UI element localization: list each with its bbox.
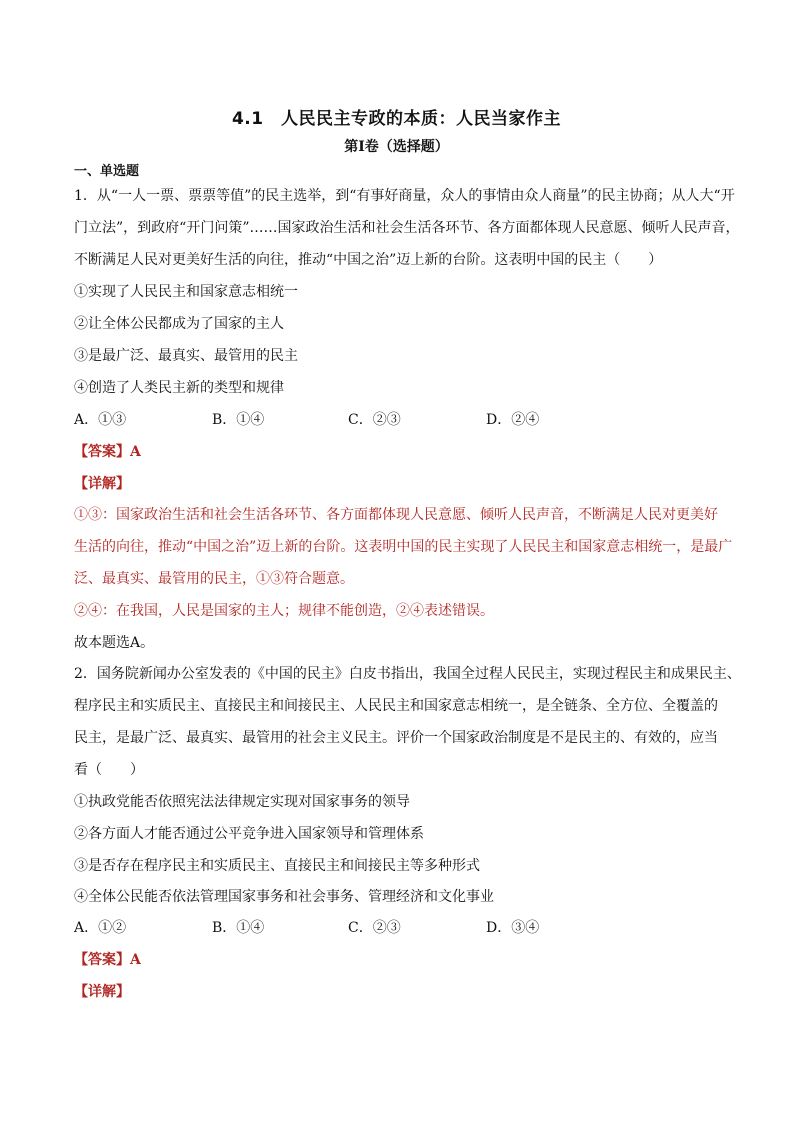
q2-option-a: A．①② — [74, 920, 127, 936]
q2-option-c: C．②③ — [348, 920, 401, 936]
q2-statement: ②各方面人才能否通过公平竞争进入国家领导和管理体系 — [74, 826, 424, 842]
q2-option-d: D．③④ — [486, 920, 540, 936]
q1-stem-line: 不断满足人民对更美好生活的向往，推动“中国之治”迈上新的台阶。这表明中国的民主（ ） — [74, 252, 663, 268]
q1-option-c: C．②③ — [348, 412, 401, 428]
q1-option-a: A．①③ — [74, 412, 127, 428]
q2-statement: ④全体公民能否依法管理国家事务和社会事务、管理经济和文化事业 — [74, 889, 494, 905]
q1-detail-line: ②④：在我国，人民是国家的主人；规律不能创造，②④表述错误。 — [74, 603, 494, 619]
q1-detail-label: 【详解】 — [74, 476, 130, 492]
q2-answer: 【答案】A — [74, 952, 141, 968]
section-heading: 一、单选题 — [74, 164, 140, 179]
q1-option-b: B．①④ — [212, 412, 265, 428]
q1-statement: ①实现了人民民主和国家意志相统一 — [74, 284, 298, 300]
q1-detail-line: 泛、最真实、最管用的民主，①③符合题意。 — [74, 571, 354, 587]
q1-statement: ③是最广泛、最真实、最管用的民主 — [74, 348, 298, 364]
q2-stem-line: 2．国务院新闻办公室发表的《中国的民主》白皮书指出，我国全过程人民民主，实现过程民主和成果民主、 — [74, 666, 741, 682]
q1-answer: 【答案】A — [74, 444, 141, 460]
q2-stem-line: 程序民主和实质民主、直接民主和间接民主、人民民主和国家意志相统一，是全链条、全方位、全覆盖的 — [74, 698, 718, 714]
q2-statement: ①执政党能否依照宪法法律规定实现对国家事务的领导 — [74, 794, 410, 810]
q1-stem-line: 1．从“一人一票、票票等值”的民主选举，到“有事好商量，众人的事情由众人商量”的民主协商；从人大“开 — [74, 188, 735, 204]
volume-subtitle: 第I卷（选择题） — [344, 139, 449, 155]
q2-stem-line: 看（ ） — [74, 762, 144, 778]
q2-stem-line: 民主，是最广泛、最真实、最管用的社会主义民主。评价一个国家政治制度是不是民主的、有效的，应当 — [74, 730, 718, 746]
q1-statement: ②让全体公民都成为了国家的主人 — [74, 316, 284, 332]
q1-statement: ④创造了人类民主新的类型和规律 — [74, 380, 284, 396]
q1-conclusion: 故本题选A。 — [74, 635, 155, 651]
q2-option-b: B．①④ — [212, 920, 265, 936]
page-title: 4.1 人民民主专政的本质：人民当家作主 — [231, 109, 562, 129]
q2-statement: ③是否存在程序民主和实质民主、直接民主和间接民主等多种形式 — [74, 858, 480, 874]
q1-option-d: D．②④ — [486, 412, 540, 428]
q2-detail-label: 【详解】 — [74, 984, 130, 1000]
q1-detail-line: ①③：国家政治生活和社会生活各环节、各方面都体现人民意愿、倾听人民声音，不断满足人民对更美好 — [74, 507, 718, 523]
q1-detail-line: 生活的向往，推动“中国之治”迈上新的台阶。这表明中国的民主实现了人民民主和国家意志相统一，是最广 — [74, 539, 733, 555]
q1-stem-line: 门立法”，到政府“开门问策”……国家政治生活和社会生活各环节、各方面都体现人民意愿、倾听人民声音， — [74, 220, 740, 236]
